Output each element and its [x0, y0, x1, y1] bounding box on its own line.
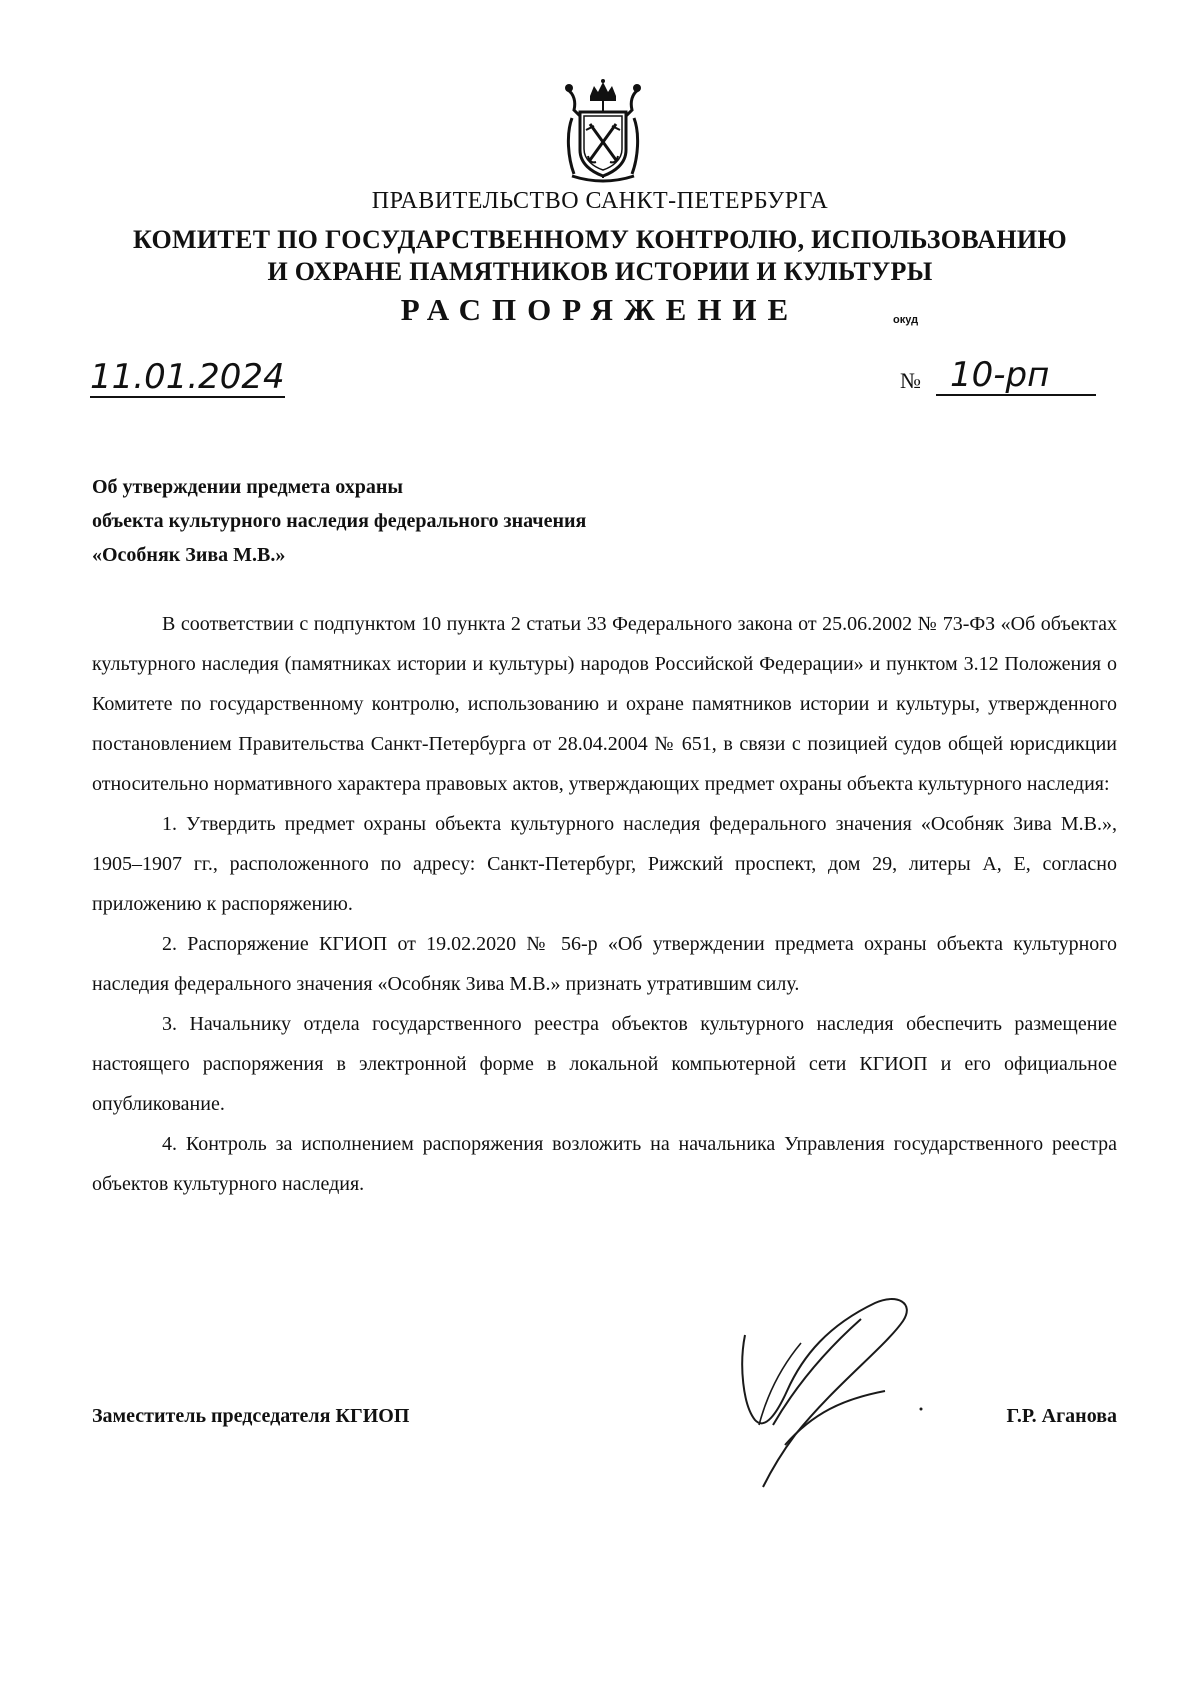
number-value: 10-рп	[936, 356, 1096, 396]
handwritten-signature	[725, 1295, 935, 1495]
body-preamble: В соответствии с подпунктом 10 пункта 2 статьи 33 Федерального закона от 25.06.2002 № 73-ФЗ «Об объектах культурного наследия (памятниках истории и культуры) народов Российской Федерации» и пунктом 3.12 Положения о Комитете по государственному контролю, использованию и охране памятников истории и культуры, утвержденного постановлением Правительства Санкт-Петербурга от 28.04.2004 № 651, в связи с позицией судов общей юрисдикции относительно нормативного характера правовых актов, утверждающих предмет охраны объекта культурного наследия:	[92, 613, 1117, 795]
coat-of-arms-icon	[560, 78, 646, 186]
signature-row	[92, 1405, 1117, 1439]
committee-title-line2: И ОХРАНЕ ПАМЯТНИКОВ ИСТОРИИ И КУЛЬТУРЫ	[267, 257, 933, 286]
subject-line2: объекта культурного наследия федерального значения	[92, 510, 587, 532]
document-number	[900, 356, 1096, 400]
okud-label: окуд	[893, 314, 919, 326]
signer-name: Г.Р. Аганова	[1006, 1405, 1117, 1427]
document-body	[92, 604, 1117, 1204]
document-date: 11.01.2024	[90, 357, 285, 397]
body-item-4: 4. Контроль за исполнением распоряжения возложить на начальника Управления государственного реестра объектов культурного наследия.	[92, 1133, 1117, 1195]
subject-line1: Об утверждении предмета охраны	[92, 476, 403, 498]
body-item-1: 1. Утвердить предмет охраны объекта культурного наследия федерального значения «Особняк Зива М.В.», 1905–1907 гг., расположенного по адресу: Санкт-Петербург, Рижский проспект, дом 29, литеры А, Е, согласно приложению к распоряжению.	[92, 813, 1117, 915]
government-title: ПРАВИТЕЛЬСТВО САНКТ-ПЕТЕРБУРГА	[371, 188, 829, 214]
committee-title-line1: КОМИТЕТ ПО ГОСУДАРСТВЕННОМУ КОНТРОЛЮ, ИСПОЛЬЗОВАНИЮ	[133, 225, 1067, 254]
body-item-3: 3. Начальнику отдела государственного реестра объектов культурного наследия обеспечить размещение настоящего распоряжения в электронной форме в локальной компьютерной сети КГИОП и его официальное опубликование.	[92, 1013, 1117, 1115]
body-item-2: 2. Распоряжение КГИОП от 19.02.2020 № 56-р «Об утверждении предмета охраны объекта культурного наследия федерального значения «Особняк Зива М.В.» признать утратившим силу.	[92, 933, 1117, 995]
committee-title	[0, 224, 1200, 288]
document-type: РАСПОРЯЖЕНИЕ	[400, 292, 800, 327]
signer-position: Заместитель председателя КГИОП	[92, 1405, 410, 1427]
subject-line3: «Особняк Зива М.В.»	[92, 544, 286, 566]
document-subject	[92, 470, 586, 572]
number-sign: №	[900, 368, 921, 393]
